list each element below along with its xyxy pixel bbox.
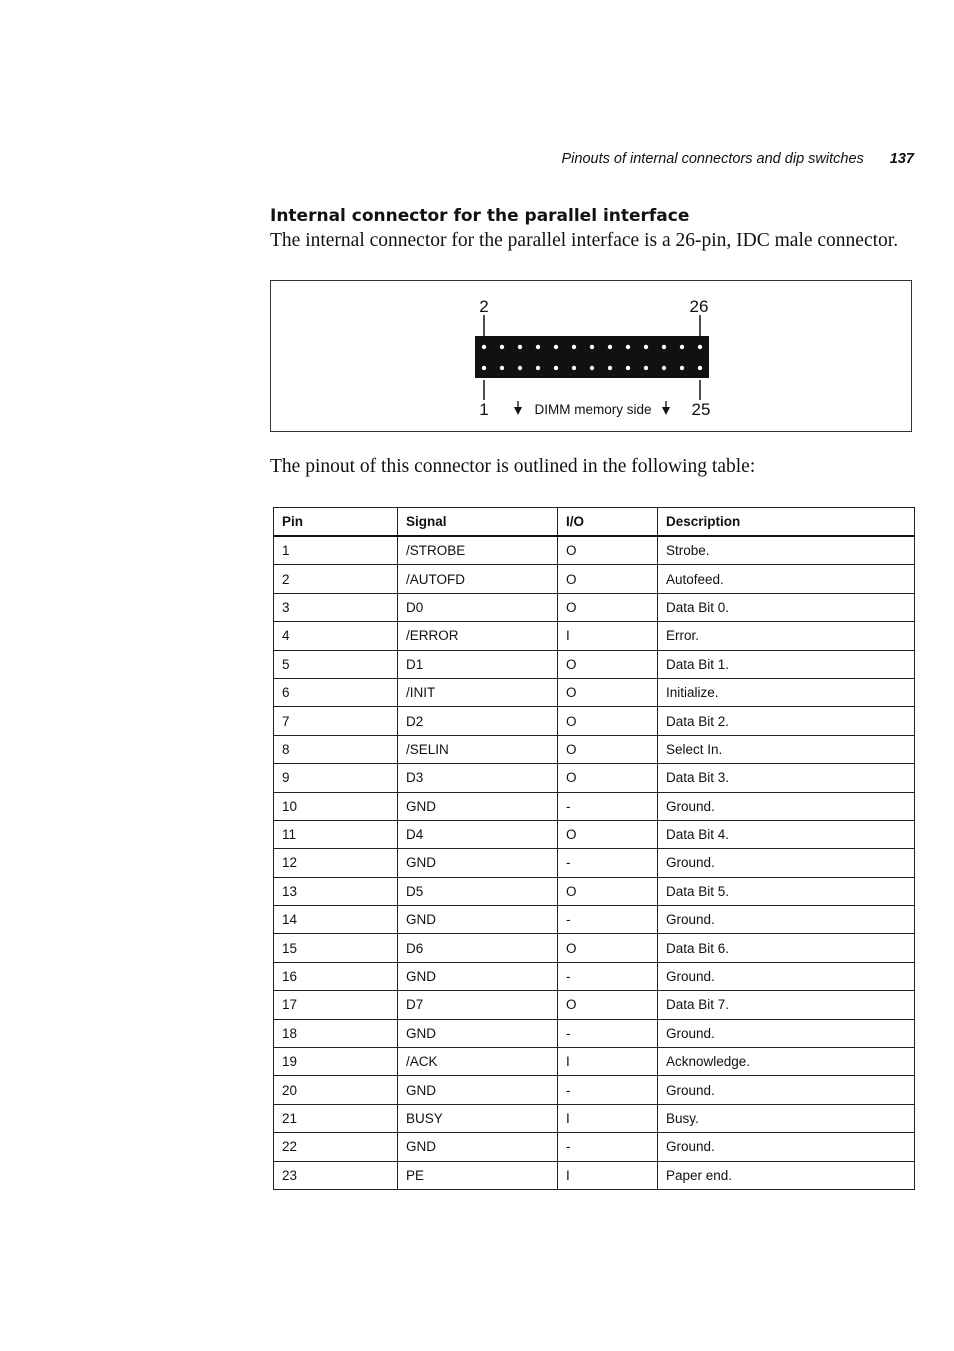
cell-io: O — [558, 735, 658, 763]
cell-io: - — [558, 792, 658, 820]
cell-signal: D7 — [398, 991, 558, 1019]
cell-description: Strobe. — [658, 536, 915, 565]
cell-description: Data Bit 1. — [658, 650, 915, 678]
connector-figure — [270, 280, 912, 432]
table-row — [274, 735, 915, 763]
header-signal: Signal — [398, 508, 558, 537]
cell-signal: D3 — [398, 764, 558, 792]
cell-io: - — [558, 1019, 658, 1047]
cell-io: I — [558, 1161, 658, 1189]
cell-io: O — [558, 536, 658, 565]
cell-pin: 1 — [274, 536, 398, 565]
pin-dot — [536, 366, 540, 370]
pin-dot — [590, 345, 594, 349]
table-row — [274, 792, 915, 820]
pin-dot — [698, 366, 702, 370]
cell-signal: PE — [398, 1161, 558, 1189]
cell-signal: GND — [398, 1019, 558, 1047]
table-row — [274, 764, 915, 792]
table-row — [274, 536, 915, 565]
cell-signal: /ERROR — [398, 622, 558, 650]
cell-description: Data Bit 3. — [658, 764, 915, 792]
label-pin-25: 25 — [691, 400, 711, 419]
cell-signal: GND — [398, 1076, 558, 1104]
cell-signal: /STROBE — [398, 536, 558, 565]
cell-pin: 16 — [274, 962, 398, 990]
pin-dot — [500, 366, 504, 370]
cell-pin: 20 — [274, 1076, 398, 1104]
cell-pin: 13 — [274, 877, 398, 905]
cell-description: Acknowledge. — [658, 1048, 915, 1076]
cell-description: Data Bit 2. — [658, 707, 915, 735]
cell-io: - — [558, 906, 658, 934]
table-header-row — [274, 508, 915, 537]
cell-description: Ground. — [658, 849, 915, 877]
cell-description: Initialize. — [658, 678, 915, 706]
cell-description: Ground. — [658, 792, 915, 820]
cell-description: Select In. — [658, 735, 915, 763]
cell-io: - — [558, 1076, 658, 1104]
cell-pin: 23 — [274, 1161, 398, 1189]
cell-pin: 7 — [274, 707, 398, 735]
cell-io: I — [558, 1104, 658, 1132]
table-row — [274, 1104, 915, 1132]
table-row — [274, 565, 915, 593]
cell-pin: 11 — [274, 820, 398, 848]
cell-io: O — [558, 934, 658, 962]
cell-pin: 22 — [274, 1133, 398, 1161]
cell-description: Data Bit 6. — [658, 934, 915, 962]
cell-pin: 18 — [274, 1019, 398, 1047]
table-row — [274, 1048, 915, 1076]
cell-io: - — [558, 849, 658, 877]
cell-pin: 19 — [274, 1048, 398, 1076]
cell-pin: 3 — [274, 593, 398, 621]
cell-io: - — [558, 1133, 658, 1161]
cell-signal: /ACK — [398, 1048, 558, 1076]
cell-io: O — [558, 877, 658, 905]
side-caption: DIMM memory side — [534, 402, 652, 417]
cell-description: Data Bit 5. — [658, 877, 915, 905]
cell-signal: /AUTOFD — [398, 565, 558, 593]
pin-dot — [518, 366, 522, 370]
cell-signal: BUSY — [398, 1104, 558, 1132]
cell-io: O — [558, 678, 658, 706]
cell-description: Autofeed. — [658, 565, 915, 593]
label-pin-26: 26 — [689, 297, 709, 316]
table-row — [274, 1161, 915, 1189]
table-row — [274, 650, 915, 678]
cell-pin: 2 — [274, 565, 398, 593]
down-arrow-icon — [662, 401, 670, 415]
cell-signal: D1 — [398, 650, 558, 678]
cell-pin: 6 — [274, 678, 398, 706]
table-row — [274, 622, 915, 650]
cell-description: Ground. — [658, 906, 915, 934]
pin-dot — [680, 345, 684, 349]
cell-io: O — [558, 565, 658, 593]
pin-dot — [500, 345, 504, 349]
cell-signal: GND — [398, 962, 558, 990]
cell-description: Ground. — [658, 1019, 915, 1047]
pin-dot — [644, 366, 648, 370]
cell-io: I — [558, 622, 658, 650]
table-row — [274, 678, 915, 706]
cell-pin: 10 — [274, 792, 398, 820]
cell-io: O — [558, 764, 658, 792]
cell-pin: 12 — [274, 849, 398, 877]
section-title: Internal connector for the parallel interface — [270, 206, 690, 226]
label-pin-2: 2 — [479, 297, 489, 316]
header-io: I/O — [558, 508, 658, 537]
cell-signal: D6 — [398, 934, 558, 962]
table-row — [274, 1076, 915, 1104]
cell-io: O — [558, 820, 658, 848]
pinout-table — [273, 507, 915, 1190]
pin-dot — [482, 366, 486, 370]
table-row — [274, 849, 915, 877]
running-head — [420, 151, 914, 167]
table-row — [274, 962, 915, 990]
cell-signal: D0 — [398, 593, 558, 621]
table-row — [274, 707, 915, 735]
cell-signal: GND — [398, 849, 558, 877]
connector-body — [475, 336, 709, 378]
pin-dot — [608, 345, 612, 349]
running-title: Pinouts of internal connectors and dip switches — [561, 151, 864, 167]
page-number: 137 — [889, 151, 914, 167]
cell-io: O — [558, 707, 658, 735]
pin-dot — [698, 345, 702, 349]
cell-pin: 14 — [274, 906, 398, 934]
cell-pin: 4 — [274, 622, 398, 650]
pin-dot — [608, 366, 612, 370]
cell-signal: D5 — [398, 877, 558, 905]
cell-io: - — [558, 962, 658, 990]
table-row — [274, 1019, 915, 1047]
cell-signal: GND — [398, 792, 558, 820]
pin-dot — [680, 366, 684, 370]
cell-pin: 15 — [274, 934, 398, 962]
cell-signal: GND — [398, 1133, 558, 1161]
connector-diagram — [271, 281, 913, 433]
pin-dot — [536, 345, 540, 349]
cell-pin: 8 — [274, 735, 398, 763]
pin-dot — [518, 345, 522, 349]
header-description: Description — [658, 508, 915, 537]
pin-dot — [554, 366, 558, 370]
pin-dot — [572, 366, 576, 370]
pin-dot — [482, 345, 486, 349]
table-row — [274, 820, 915, 848]
cell-description: Ground. — [658, 1133, 915, 1161]
cell-signal: /SELIN — [398, 735, 558, 763]
cell-pin: 9 — [274, 764, 398, 792]
cell-description: Paper end. — [658, 1161, 915, 1189]
cell-description: Error. — [658, 622, 915, 650]
table-row — [274, 991, 915, 1019]
cell-signal: D4 — [398, 820, 558, 848]
cell-description: Data Bit 7. — [658, 991, 915, 1019]
table-row — [274, 593, 915, 621]
down-arrow-icon — [514, 401, 522, 415]
cell-pin: 21 — [274, 1104, 398, 1132]
intro-paragraph: The internal connector for the parallel interface is a 26-pin, IDC male connector. — [270, 230, 899, 251]
cell-description: Data Bit 0. — [658, 593, 915, 621]
cell-signal: /INIT — [398, 678, 558, 706]
table-lead: The pinout of this connector is outlined in the following table: — [270, 456, 756, 477]
cell-io: I — [558, 1048, 658, 1076]
table-row — [274, 877, 915, 905]
cell-pin: 17 — [274, 991, 398, 1019]
pin-dot — [644, 345, 648, 349]
cell-description: Ground. — [658, 962, 915, 990]
table-row — [274, 906, 915, 934]
cell-description: Ground. — [658, 1076, 915, 1104]
cell-signal: D2 — [398, 707, 558, 735]
pin-dot — [662, 366, 666, 370]
cell-io: O — [558, 593, 658, 621]
pin-dot — [626, 366, 630, 370]
pin-dot — [572, 345, 576, 349]
cell-io: O — [558, 650, 658, 678]
pin-dot — [590, 366, 594, 370]
cell-io: O — [558, 991, 658, 1019]
table-row — [274, 934, 915, 962]
label-pin-1: 1 — [479, 400, 489, 419]
pin-dot — [662, 345, 666, 349]
cell-description: Data Bit 4. — [658, 820, 915, 848]
cell-signal: GND — [398, 906, 558, 934]
cell-description: Busy. — [658, 1104, 915, 1132]
pin-dot — [554, 345, 558, 349]
pin-dot — [626, 345, 630, 349]
cell-pin: 5 — [274, 650, 398, 678]
table-row — [274, 1133, 915, 1161]
header-pin: Pin — [274, 508, 398, 537]
